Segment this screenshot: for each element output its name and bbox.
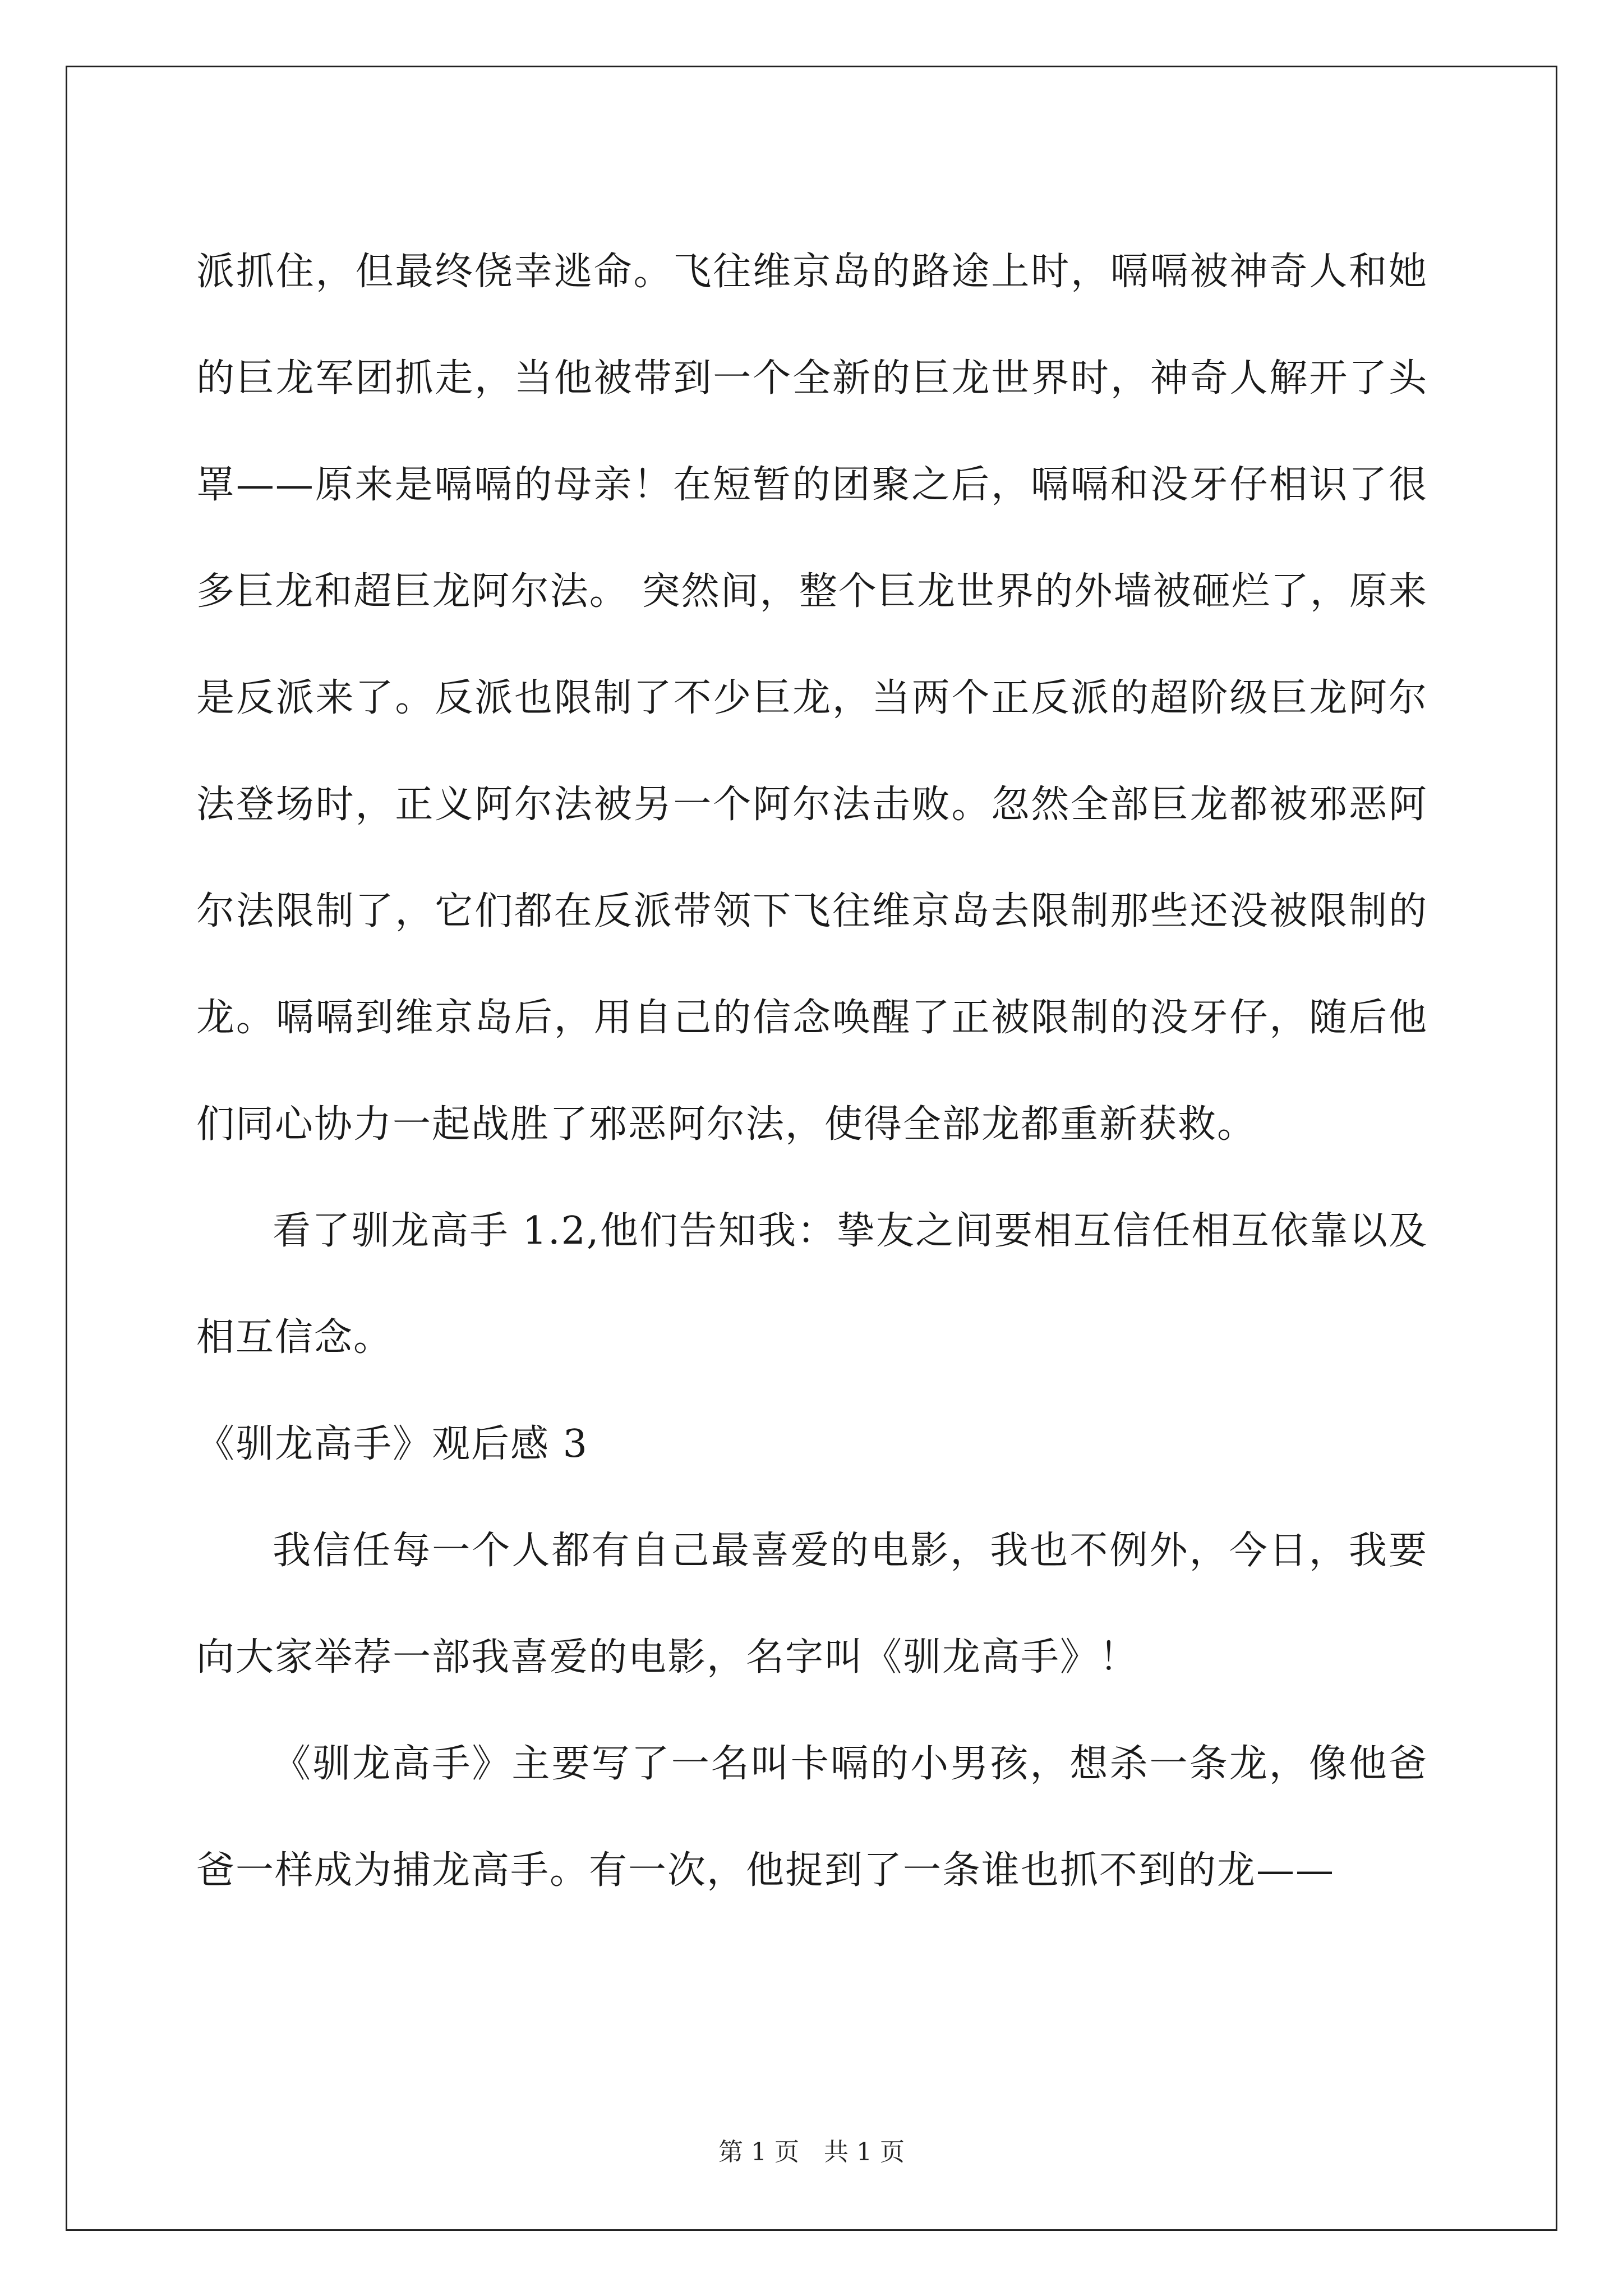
document-body <box>196 219 1428 1924</box>
section-paragraph-2: 《驯龙高手》主要写了一名叫卡嗝的小男孩，想杀一条龙，像他爸爸一样成为捕龙高手。有一次，他捉到了一条谁也抓不到的龙—— <box>196 1742 1428 1893</box>
page-number-footer: 第 1 页 共 1 页 <box>718 2138 905 2166</box>
body-paragraph-2: 看了驯龙高手 1.2,他们告知我：挚友之间要相互信任相互依靠以及相互信念。 <box>196 1209 1428 1360</box>
section-paragraph-1: 我信任每一个人都有自己最喜爱的电影，我也不例外，今日，我要向大家举荐一部我喜爱的电影，名字叫《驯龙高手》！ <box>196 1529 1428 1680</box>
section-title: 《驯龙高手》观后感 3 <box>196 1422 588 1466</box>
body-paragraph-1: 派抓住，但最终侥幸逃命。飞往维京岛的路途上时，嗝嗝被神奇人和她的巨龙军团抓走，当他被带到一个全新的巨龙世界时，神奇人解开了头罩——原来是嗝嗝的母亲！在短暂的团聚之后，嗝嗝和没牙仔相识了很多巨龙和超巨龙阿尔法。 突然间，整个巨龙世界的外墙被砸烂了，原来是反派来了。反派也限制了不少巨龙，当两个正反派的超阶级巨龙阿尔法登场时，正义阿尔法被另一个阿尔法击败。忽然全部巨龙都被邪恶阿尔法限制了，它们都在反派带领下飞往维京岛去限制那些还没被限制的龙。嗝嗝到维京岛后，用自己的信念唤醒了正被限制的没牙仔，随后他们同心协力一起战胜了邪恶阿尔法，使得全部龙都重新获救。 <box>196 250 1428 1147</box>
